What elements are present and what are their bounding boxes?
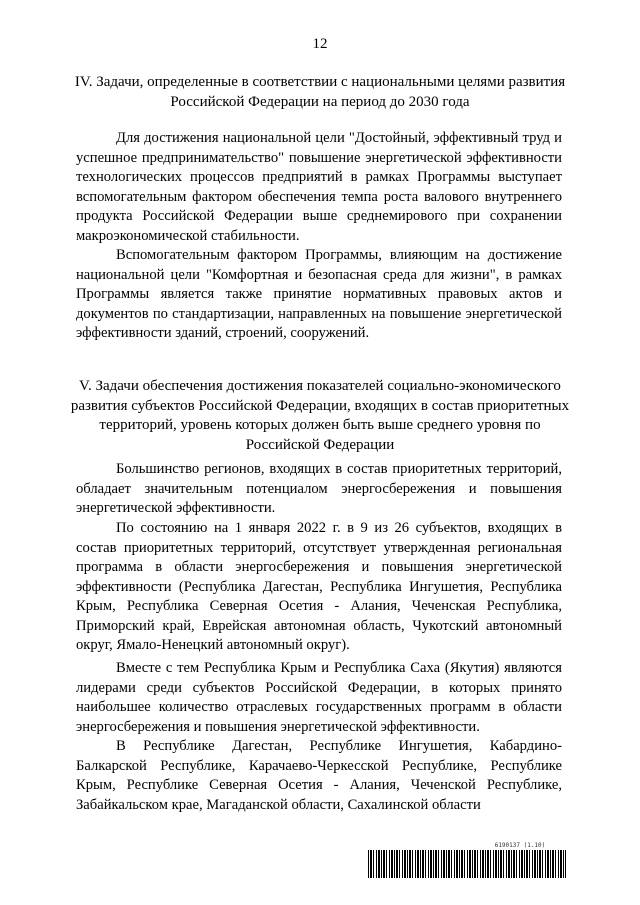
section-5-paragraph-1: Большинство регионов, входящих в состав приоритетных территорий, обладает значительным потенциалом энергосбережения и повышения энергетической эффективности.	[76, 461, 562, 516]
section-5-heading: V. Задачи обеспечения достижения показателей социально-экономического развития субъектов Российской Федерации, входящих в состав приоритетных территорий, уровень которых должен быть выше среднего уровня по Российской Федерации	[70, 378, 570, 453]
barcode-icon	[368, 850, 566, 878]
section-5-paragraph-3: Вместе с тем Республика Крым и Республика Саха (Якутия) являются лидерами среди субъектов Российской Федерации, в которых принято наибольшее количество отраслевых государственных программ в области энергосбережения и повышения энергетической эффективности.	[76, 660, 562, 735]
section-4-paragraph-2: Вспомогательным фактором Программы, влияющим на достижение национальной цели "Комфортная и безопасная среда для жизни", в рамках Программы является также принятие нормативных правовых актов и документов по стандартизации, направленных на повышение энергетической эффективности зданий, строений, сооружений.	[76, 247, 562, 341]
barcode-label: 6190137 (1.10)	[494, 842, 546, 849]
page-number: 12	[312, 36, 328, 52]
section-4-paragraph-1: Для достижения национальной цели "Достойный, эффективный труд и успешное предпринимательство" повышение энергетической эффективности технологических процессов предприятий в рамках Программы выступает вспомогательным фактором обеспечения темпа роста валового внутреннего продукта Российской Федерации выше среднемирового при сохранении макроэкономической стабильности.	[76, 130, 562, 244]
section-5-paragraph-2: По состоянию на 1 января 2022 г. в 9 из 26 субъектов, входящих в состав приоритетных территорий, отсутствует утвержденная региональная программа в области энергосбережения и повышения энергетической эффективности (Республика Дагестан, Республика Ингушетия, Республика Крым, Республика Северная Осетия - Алания, Чеченская Республика, Приморский край, Еврейская автономная область, Чукотский автономный округ, Ямало-Ненецкий автономный округ).	[76, 520, 562, 653]
section-4-heading: IV. Задачи, определенные в соответствии с национальными целями развития Российской Федерации на период до 2030 года	[74, 74, 566, 110]
section-5-paragraph-4: В Республике Дагестан, Республике Ингушетия, Кабардино-Балкарской Республике, Карачаево-Черкесской Республике, Республике Крым, Республике Северная Осетия - Алания, Чеченской Республике, Забайкальском крае, Магаданской области, Сахалинской области	[76, 738, 562, 813]
